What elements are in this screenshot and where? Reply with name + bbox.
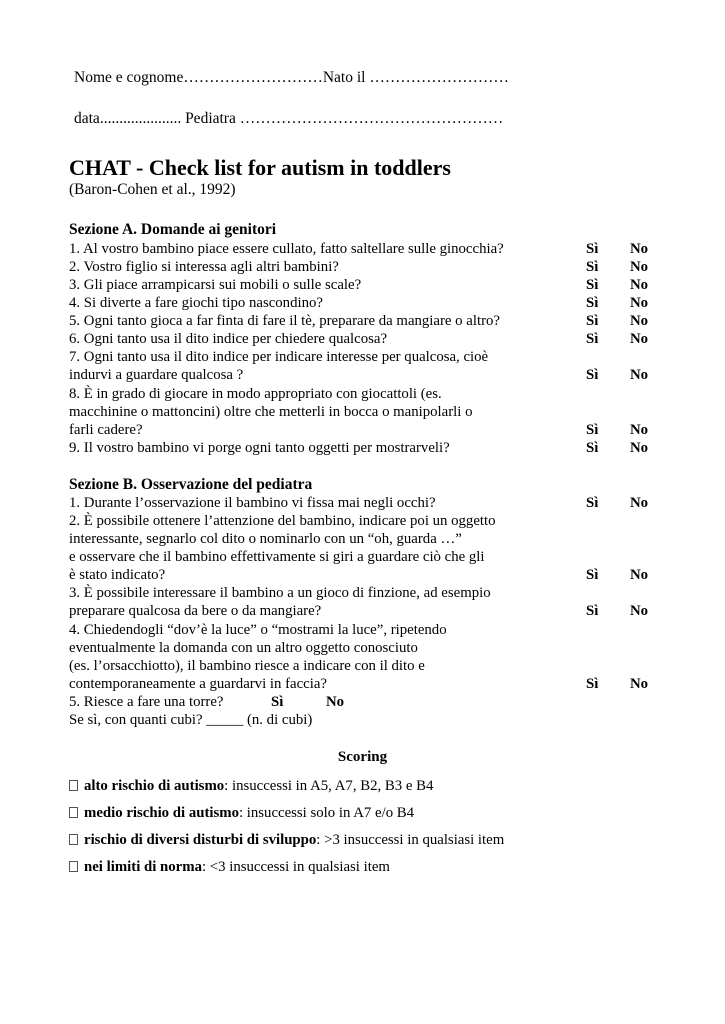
checkbox-icon [69,780,78,791]
question-a5: 5. Ogni tanto gioca a far finta di fare il tè, preparare da mangiare o altro? [69,313,500,329]
yes-option-a6: Sì [586,331,599,347]
no-option-a1: No [630,241,649,257]
yes-option-b1: Sì [586,495,599,511]
document-title: CHAT - Check list for autism in toddlers [69,155,451,180]
no-option-a7: No [630,367,649,383]
question-b1: 1. Durante l’osservazione il bambino vi fissa mai negli occhi? [69,495,436,511]
yes-option-b3: Sì [586,603,599,619]
no-option-a2: No [630,259,649,275]
score-item-medium-risk: medio rischio di autismo: insuccessi solo in A7 e/o B4 [69,804,414,822]
no-option-a8: No [630,422,649,438]
yes-option-a7: Sì [586,367,599,383]
question-a4: 4. Si diverte a fare giochi tipo nascondino? [69,295,323,311]
scoring-title: Scoring [337,749,388,765]
question-b4: 4. Chiedendogli “dov’è la luce” o “mostrami la luce”, ripetendo eventualmente la domanda con un altro oggetto conosciuto (es. l’orsacchiotto), il bambino riesce a indicare con il dito e contemporaneamente a guardarvi in faccia? [69,622,447,692]
question-a2: 2. Vostro figlio si interessa agli altri bambini? [69,259,339,275]
yes-option-a5: Sì [586,313,599,329]
yes-option-b2: Sì [586,567,599,583]
date-pediatrician-line: data..................... Pediatra …………………………………………… [74,110,504,127]
score-item-development-risk: rischio di diversi disturbi di sviluppo: >3 insuccessi in qualsiasi item [69,831,504,849]
yes-option-a4: Sì [586,295,599,311]
no-option-b1: No [630,495,649,511]
question-a7: 7. Ogni tanto usa il dito indice per indicare interesse per qualcosa, cioè indurvi a guardare qualcosa ? [69,349,489,383]
no-option-a3: No [630,277,649,293]
question-b5: 5. Riesce a fare una torre? [69,694,224,710]
no-option-b2: No [630,567,649,583]
yes-option-b4: Sì [586,676,599,692]
yes-option-a1: Sì [586,241,599,257]
no-option-a5: No [630,313,649,329]
citation: (Baron-Cohen et al., 1992) [69,181,236,198]
question-b3: 3. È possibile interessare il bambino a un gioco di finzione, ad esempio preparare qualcosa da bere o da mangiare? [69,585,491,619]
question-a9: 9. Il vostro bambino vi porge ogni tanto oggetti per mostrarveli? [69,440,450,456]
checkbox-icon [69,834,78,845]
no-option-b4: No [630,676,649,692]
checkbox-icon [69,861,78,872]
checkbox-icon [69,807,78,818]
name-birth-line: Nome e cognome………………………Nato il ……………………… [74,69,509,86]
yes-option-a2: Sì [586,259,599,275]
question-a1: 1. Al vostro bambino piace essere cullato, fatto saltellare sulle ginocchia? [69,241,504,257]
no-option-b3: No [630,603,649,619]
section-b-title: Sezione B. Osservazione del pediatra [69,476,313,493]
yes-option-a8: Sì [586,422,599,438]
question-a6: 6. Ogni tanto usa il dito indice per chiedere qualcosa? [69,331,388,347]
yes-option-b5: Sì [271,694,284,710]
no-option-b5: No [326,694,345,710]
question-a3: 3. Gli piace arrampicarsi sui mobili o sulle scale? [69,277,362,293]
question-b2: 2. È possibile ottenere l’attenzione del bambino, indicare poi un oggetto interessante, segnarlo col dito o nominarlo con un “oh, guarda …” e osservare che il bambino effettivamente si giri a guardare ciò che gli è stato indicato? [69,513,496,583]
score-item-high-risk: alto rischio di autismo: insuccessi in A5, A7, B2, B3 e B4 [69,777,433,795]
question-b5-followup: Se sì, con quanti cubi? _____ (n. di cubi) [69,712,313,728]
no-option-a6: No [630,331,649,347]
yes-option-a3: Sì [586,277,599,293]
no-option-a4: No [630,295,649,311]
yes-option-a9: Sì [586,440,599,456]
section-a-title: Sezione A. Domande ai genitori [69,221,277,238]
question-a8: 8. È in grado di giocare in modo appropriato con giocattoli (es. macchinine o mattoncini) oltre che metterli in bocca o manipolarli o farli cadere? [69,386,473,438]
score-item-normal: nei limiti di norma: <3 insuccessi in qualsiasi item [69,858,390,876]
no-option-a9: No [630,440,649,456]
